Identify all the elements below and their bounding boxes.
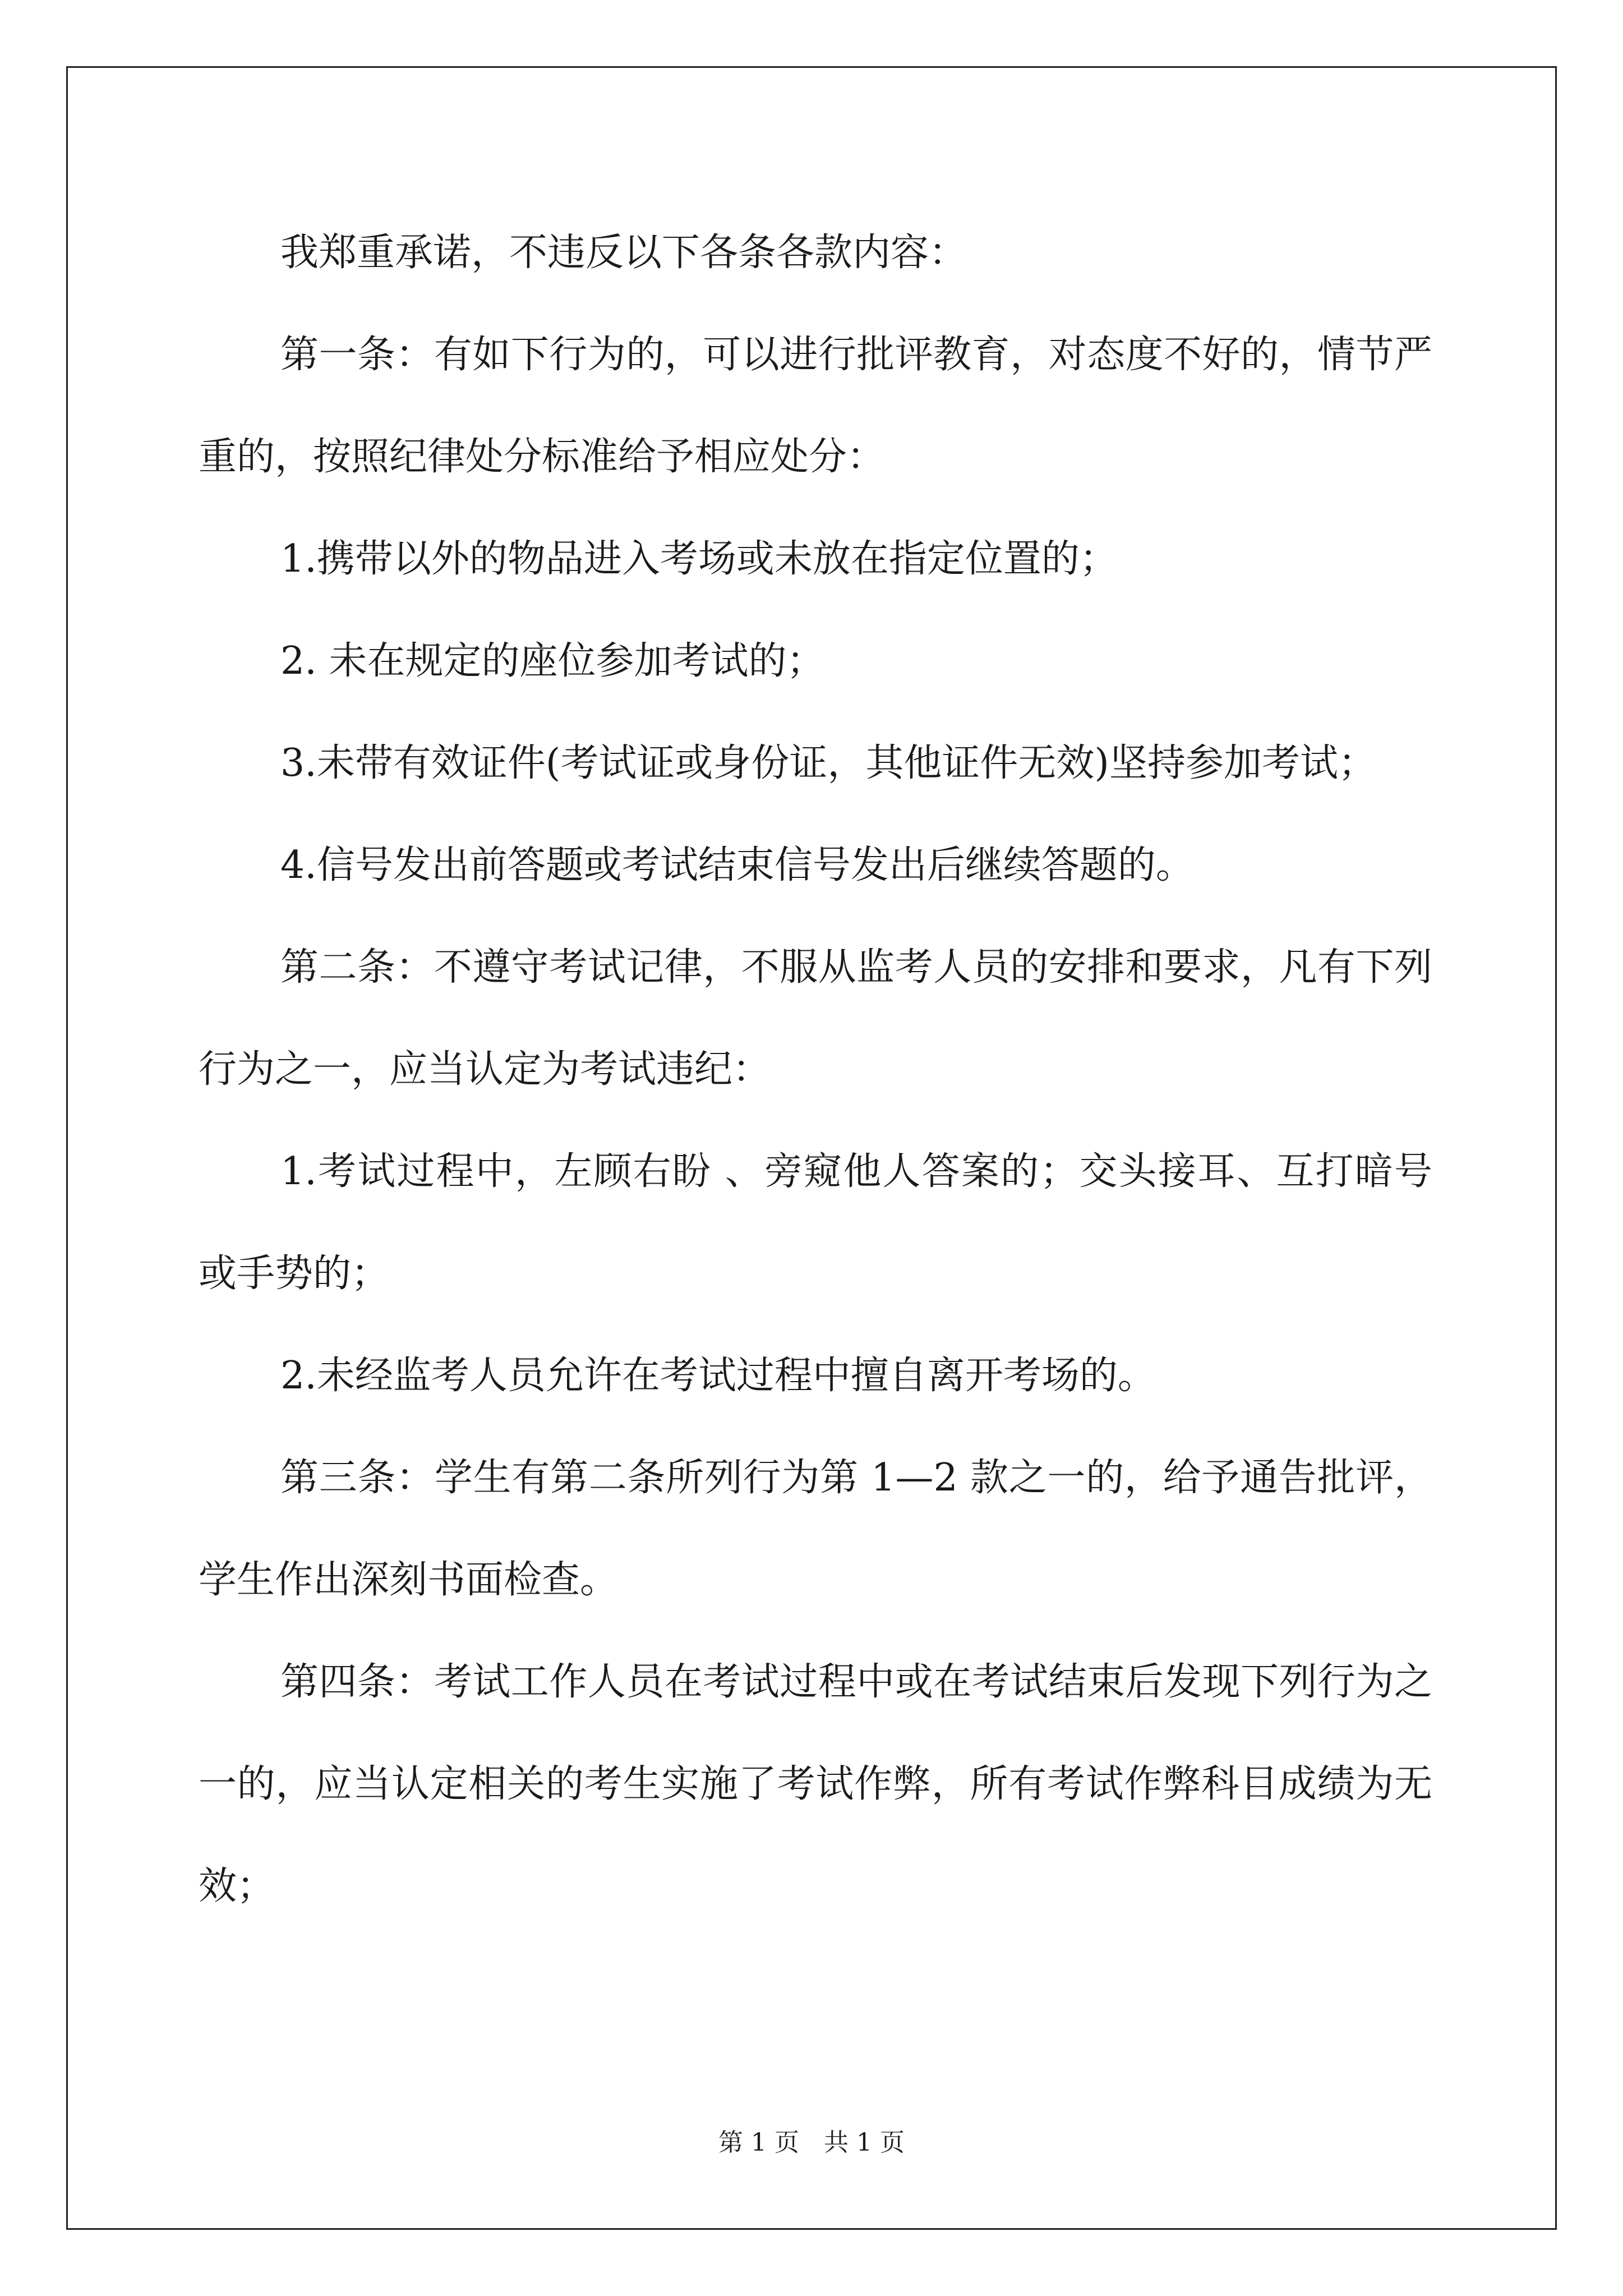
paragraph: 第四条：考试工作人员在考试过程中或在考试结束后发现下列行为之一的，应当认定相关的考生实施了考试作弊，所有考试作弊科目成绩为无效； — [199, 1660, 1432, 1908]
paragraph: 第一条：有如下行为的，可以进行批评教育，对态度不好的，情节严重的，按照纪律处分标准给予相应处分： — [199, 333, 1432, 479]
paragraph: 2.未经监考人员允许在考试过程中擅自离开考场的。 — [280, 1354, 1156, 1398]
paragraph: 1.考试过程中，左顾右盼 、旁窥他人答案的；交头接耳、互打暗号或手势的； — [199, 1149, 1432, 1296]
paragraph: 3.未带有效证件(考试证或身份证，其他证件无效)坚持参加考试； — [280, 741, 1376, 785]
paragraph: 4.信号发出前答题或考试结束信号发出后继续答题的。 — [280, 843, 1194, 887]
paragraph: 第二条：不遵守考试记律，不服从监考人员的安排和要求，凡有下列行为之一，应当认定为考试违纪： — [199, 945, 1432, 1092]
paragraph: 我郑重承诺，不违反以下各条各款内容： — [280, 231, 967, 275]
paragraph: 1.携带以外的物品进入考场或未放在指定位置的； — [280, 537, 1118, 581]
page-number-footer: 第 1 页 共 1 页 — [718, 2128, 905, 2157]
document-body — [199, 202, 1432, 1938]
paragraph: 第三条：学生有第二条所列行为第 1—2 款之一的，给予通告批评，学生作出深刻书面检查。 — [199, 1456, 1432, 1602]
paragraph: 2. 未在规定的座位参加考试的； — [280, 639, 825, 683]
